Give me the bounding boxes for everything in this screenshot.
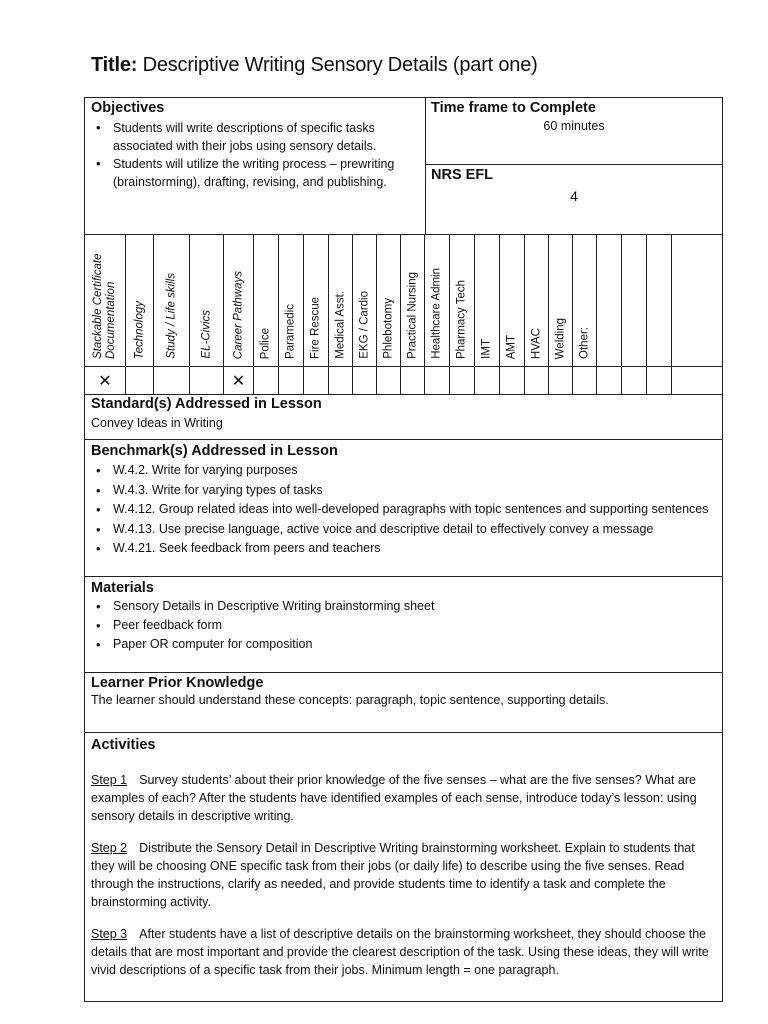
standards-row	[85, 395, 722, 440]
category-column	[450, 235, 475, 367]
category-checkbox[interactable]	[647, 367, 672, 394]
category-column	[672, 235, 694, 367]
category-checkbox[interactable]	[279, 367, 304, 394]
category-column	[500, 235, 525, 367]
objectives-row	[85, 98, 722, 235]
activities-row	[85, 733, 722, 1001]
category-label: Fire Rescue	[309, 297, 322, 359]
category-label: Technology	[133, 300, 145, 359]
category-label: Stackable Certificate Documentation	[92, 253, 117, 359]
category-checkbox[interactable]	[190, 367, 224, 394]
objectives-cell	[85, 98, 426, 234]
category-label: IMT	[480, 339, 493, 359]
category-column	[525, 235, 549, 367]
category-column	[190, 235, 224, 367]
document-title	[91, 54, 538, 77]
nrs-heading: NRS EFL	[431, 167, 494, 183]
prior-knowledge-text: The learner should understand these concepts: paragraph, topic sentence, supporting details.	[91, 693, 609, 707]
category-label: Study / Life skills	[165, 273, 177, 359]
category-label: Welding	[554, 317, 566, 359]
category-column	[597, 235, 622, 367]
activities-heading: Activities	[91, 737, 156, 753]
benchmark-item: • W.4.2. Write for varying purposes	[91, 461, 716, 481]
category-checkbox[interactable]	[525, 367, 549, 394]
category-label: EL-Civics	[200, 310, 212, 359]
category-checkbox[interactable]	[500, 367, 525, 394]
category-checkbox[interactable]	[224, 367, 254, 394]
step-text: After students have a list of descriptive details on the brainstorming worksheet, they should choose the details that are most important and provide the clearest description of the task. Using these ideas, they will write vivid descriptions of a specific task from their jobs. Minimum length = one paragraph.	[91, 927, 709, 977]
category-checkbox[interactable]	[304, 367, 329, 394]
category-column	[425, 235, 450, 367]
category-check-row	[85, 367, 722, 395]
category-checkbox[interactable]	[329, 367, 353, 394]
category-checkbox[interactable]	[401, 367, 425, 394]
category-label-row	[85, 235, 722, 367]
category-column	[85, 235, 126, 367]
benchmark-item: • W.4.3. Write for varying types of tasks	[91, 481, 716, 501]
activity-step	[91, 771, 716, 825]
timeframe-heading: Time frame to Complete	[431, 100, 596, 116]
category-column	[573, 235, 597, 367]
category-label: HVAC	[530, 327, 542, 359]
category-column	[254, 235, 279, 367]
step-text: Distribute the Sensory Detail in Descriptive Writing brainstorming worksheet. Explain to students that they will be choosing ONE specific task from their jobs (or daily life) to describe using the five senses. Read through the instructions, clarify as needed, and provide students time to identify a task and complete the brainstorming activity.	[91, 841, 695, 909]
step-text: Survey students’ about their prior knowledge of the five senses – what are the five senses? What are examples of each? After the students have identified examples of each sense, introduce today’s lesson: using sensory details in descriptive writing.	[91, 773, 697, 823]
category-checkbox[interactable]	[425, 367, 450, 394]
category-column	[401, 235, 425, 367]
materials-row	[85, 577, 722, 673]
timeframe-value: 60 minutes	[543, 119, 605, 133]
x-mark-icon: ✕	[231, 372, 246, 390]
category-label: Paramedic	[284, 304, 297, 359]
standards-text: Convey Ideas in Writing	[91, 416, 223, 430]
step-label: Step 1	[91, 773, 128, 787]
category-checkbox[interactable]	[672, 367, 694, 394]
objective-item: • Students will utilize the writing process – prewriting (brainstorming), drafting, revising, and publishing.	[91, 155, 401, 191]
category-label: Career Pathways	[232, 270, 244, 359]
category-label: Pharmacy Tech	[455, 279, 468, 359]
category-column	[622, 235, 647, 367]
category-checkbox[interactable]	[549, 367, 573, 394]
nrs-value: 4	[570, 188, 578, 204]
lesson-plan-table	[84, 97, 723, 1002]
material-item: • Peer feedback form	[91, 616, 716, 635]
category-checkbox[interactable]	[475, 367, 500, 394]
timeframe-cell	[426, 98, 722, 165]
category-column	[647, 235, 672, 367]
materials-heading: Materials	[91, 580, 154, 596]
title-text: Descriptive Writing Sensory Details (part one)	[142, 54, 538, 76]
category-label: AMT	[505, 334, 518, 359]
category-label: Healthcare Admin	[430, 268, 443, 359]
category-checkbox[interactable]	[353, 367, 377, 394]
benchmark-item: • W.4.13. Use precise language, active voice and descriptive detail to effectively convey a message	[91, 520, 716, 540]
material-item: • Sensory Details in Descriptive Writing brainstorming sheet	[91, 597, 716, 616]
category-label: Police	[259, 327, 272, 359]
title-label: Title:	[91, 54, 138, 76]
category-checkbox[interactable]	[597, 367, 622, 394]
category-label: Practical Nursing	[406, 272, 418, 359]
category-checkbox[interactable]	[573, 367, 597, 394]
benchmark-item: • W.4.12. Group related ideas into well-developed paragraphs with topic sentences and supporting sentences	[91, 500, 716, 520]
category-column	[279, 235, 304, 367]
category-column	[154, 235, 190, 367]
prior-knowledge-row	[85, 673, 722, 733]
benchmarks-list	[91, 461, 716, 559]
materials-list	[91, 597, 716, 654]
material-item: • Paper OR computer for composition	[91, 635, 716, 654]
category-column	[377, 235, 401, 367]
prior-knowledge-heading: Learner Prior Knowledge	[91, 675, 264, 691]
step-label: Step 2	[91, 841, 128, 855]
standards-heading: Standard(s) Addressed in Lesson	[91, 396, 322, 412]
category-label: EKG / Cardio	[358, 291, 370, 359]
activity-step	[91, 839, 716, 911]
category-label: Other:	[578, 327, 590, 359]
activity-step	[91, 925, 716, 979]
step-label: Step 3	[91, 927, 128, 941]
x-mark-icon: ✕	[98, 372, 112, 390]
nrs-cell	[426, 165, 722, 234]
category-label: Phlebotomy	[382, 298, 394, 359]
category-column	[549, 235, 573, 367]
category-checkbox[interactable]	[377, 367, 401, 394]
objectives-list	[91, 119, 419, 191]
category-column	[224, 235, 254, 367]
category-checkbox[interactable]	[85, 367, 126, 394]
category-column	[304, 235, 329, 367]
category-checkbox[interactable]	[154, 367, 190, 394]
benchmark-item: • W.4.21. Seek feedback from peers and teachers	[91, 539, 716, 559]
category-column	[126, 235, 154, 367]
category-checkbox[interactable]	[450, 367, 475, 394]
category-column	[475, 235, 500, 367]
category-label: Medical Asst.	[334, 291, 346, 359]
category-checkbox[interactable]	[126, 367, 154, 394]
objectives-heading: Objectives	[91, 100, 165, 116]
benchmarks-heading: Benchmark(s) Addressed in Lesson	[91, 443, 338, 459]
objective-item: • Students will write descriptions of specific tasks associated with their jobs using sensory details.	[91, 119, 401, 155]
category-column	[329, 235, 353, 367]
category-checkbox[interactable]	[622, 367, 647, 394]
category-column	[353, 235, 377, 367]
benchmarks-row	[85, 440, 722, 577]
category-checkbox[interactable]	[254, 367, 279, 394]
